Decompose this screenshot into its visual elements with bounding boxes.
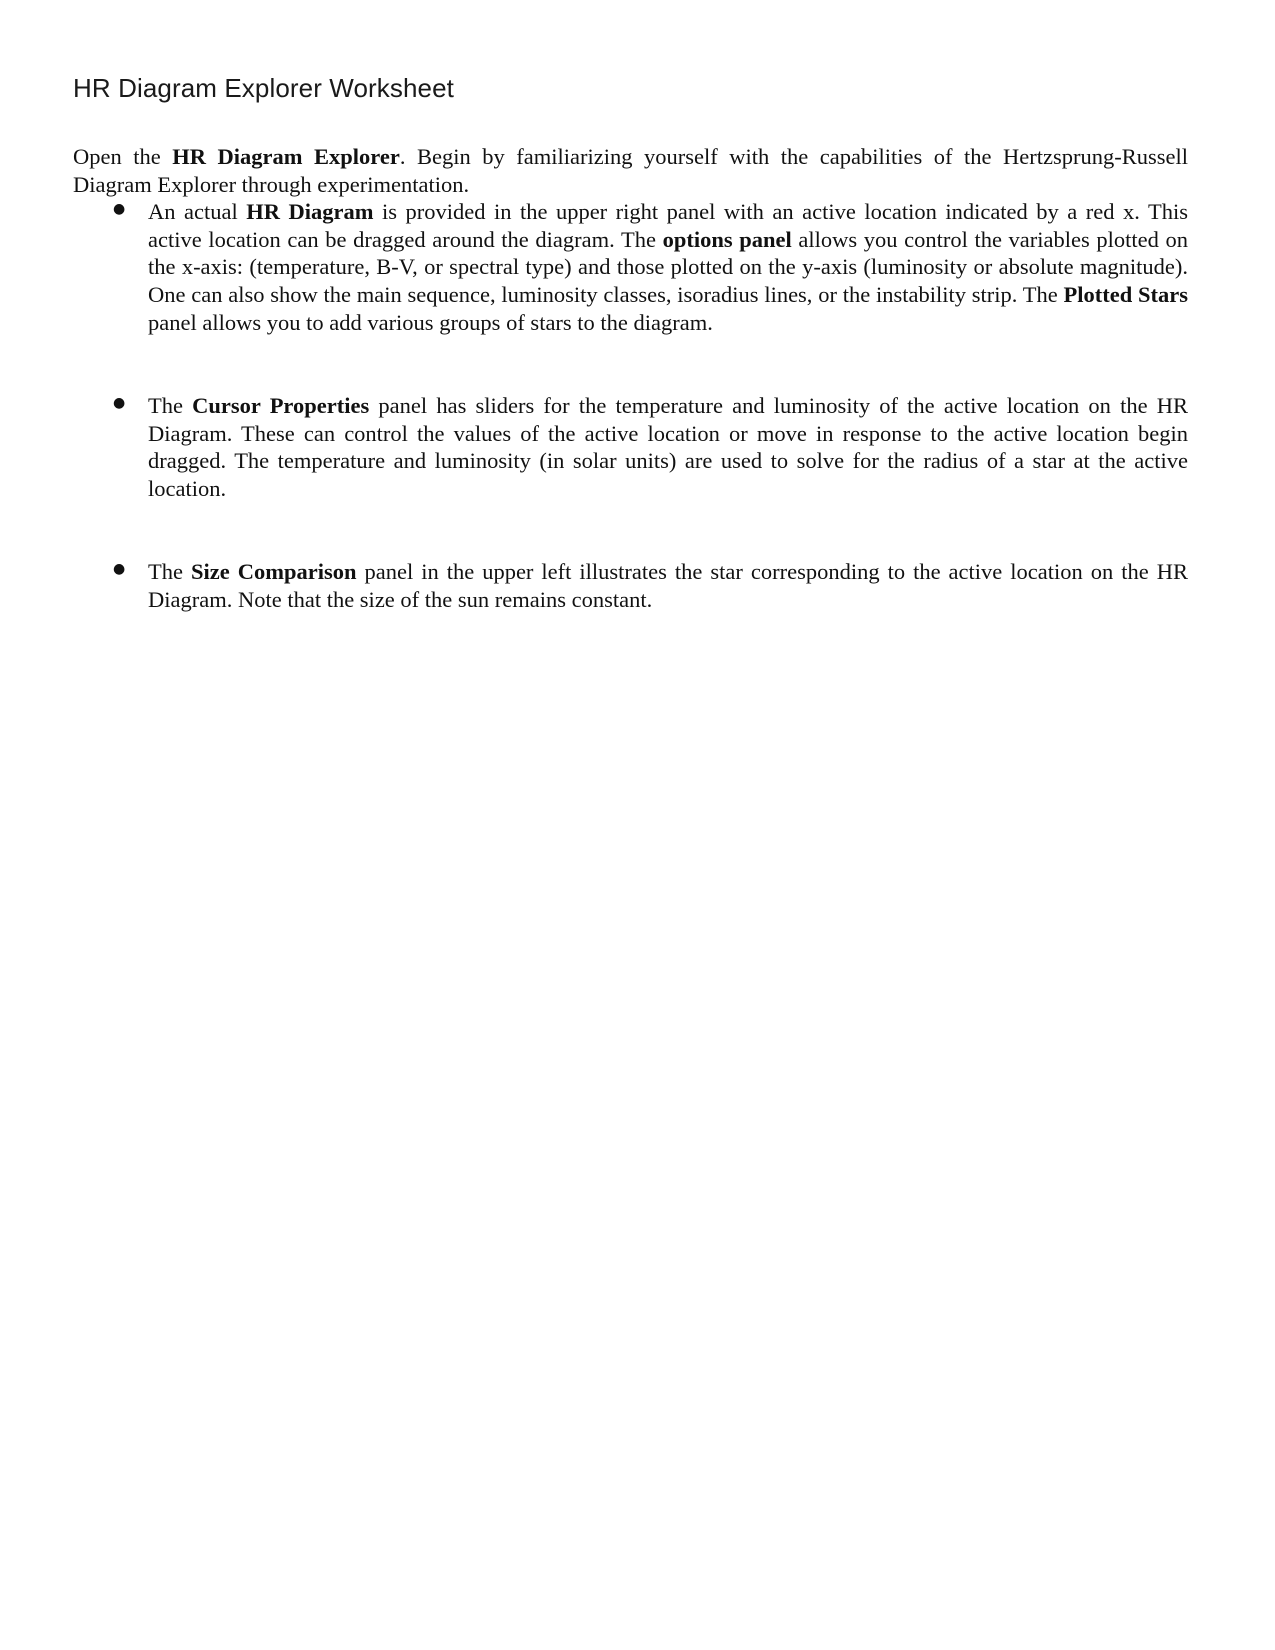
bullet-bold-term: options panel — [662, 226, 792, 252]
bullet-bold-term: Size Comparison — [190, 559, 357, 584]
bullet-marker: ● — [113, 395, 126, 411]
bullet-item-size-comparison — [148, 558, 1188, 613]
intro-text: . Begin by familiarizing yourself with the capabilities of the Hertzsprung-Russell Diagram Explorer through experimentation. — [73, 144, 1188, 197]
bullet-bold-term: Plotted Stars — [1063, 282, 1188, 308]
intro-text: Open the — [73, 144, 173, 169]
bullet-text: panel has sliders for the temperature and luminosity of the active location on the HR Diagram. These can control the values of the active location or move in response to the active location begin dragged. The temperature and luminosity (in solar units) are used to solve for the radius of a star at the active location. — [148, 393, 1188, 502]
bullet-text: An actual — [148, 199, 247, 224]
bullet-marker: ● — [113, 561, 126, 577]
bullet-text: panel in the upper left illustrates the star corresponding to the active location on the HR Diagram. Note that the size of the sun remains constant. — [148, 559, 1188, 612]
bullet-text: panel allows you to add various groups of stars to the diagram. — [148, 309, 713, 335]
bullet-marker: ● — [113, 201, 126, 217]
intro-bold-term: HR Diagram Explorer — [172, 144, 400, 169]
bullet-text: The — [148, 393, 193, 418]
bullet-item-cursor-properties — [148, 392, 1188, 503]
bullet-bold-term: HR Diagram — [246, 199, 374, 224]
intro-paragraph — [73, 143, 1188, 198]
page-title: HR Diagram Explorer Worksheet — [73, 73, 454, 103]
bullet-text: is provided in the upper right panel with an active location indicated by a red x. This active location can be dragged around the diagram. The — [148, 199, 1188, 252]
bullet-text: The — [148, 559, 191, 584]
bullet-text: allows you control the variables plotted on the x-axis: (temperature, B-V, or spectral type) and those plotted on the y-axis (luminosity or absolute magnitude). One can also show the main sequence, luminosity classes, isoradius lines, or the instability strip. The — [148, 226, 1189, 308]
bullet-item-hr-diagram — [148, 198, 1188, 337]
bullet-bold-term: Cursor Properties — [192, 393, 370, 418]
